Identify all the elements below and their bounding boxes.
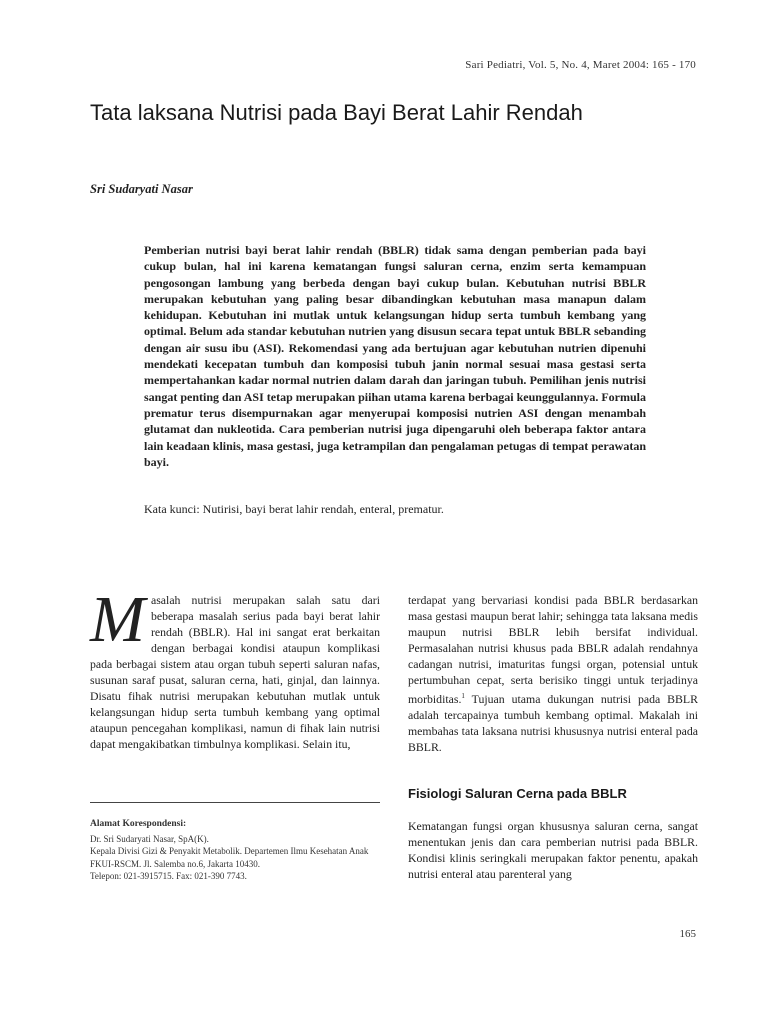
right-column-text-a: terdapat yang bervariasi kondisi pada BBLR berdasarkan masa gestasi maupun berat lahir; sehingga tata laksana medis maupun nutrisi BBLR lebih bersifat individual. Permasalahan nutrisi khusus pada BBLR adalah rendahnya cadangan nutrisi, imaturitas fungsi organ, potensial untuk pertumbuhan cepat, serta berisiko tinggi untuk terjadinya morbiditas.: [408, 593, 698, 706]
correspondence-contact: Telepon: 021-3915715. Fax: 021-390 7743.: [90, 871, 247, 881]
article-author: Sri Sudaryati Nasar: [90, 182, 193, 196]
correspondence-block: [90, 818, 390, 883]
section-heading: Fisiologi Saluran Cerna pada BBLR: [408, 786, 627, 801]
correspondence-address: Kepala Divisi Gizi & Penyakit Metabolik. Departemen Ilmu Kesehatan Anak FKUI-RSCM. Jl. Salemba no.6, Jakarta 10430.: [90, 846, 369, 869]
right-column-paragraph: [408, 592, 698, 755]
section-text: Kematangan fungsi organ khususnya saluran cerna, sangat menentukan jenis dan cara pemberian nutrisi pada BBLR. Kondisi klinis seringkali merupakan faktor penentu, apakah nutrisi enteral atau parenteral yang: [408, 819, 698, 881]
running-head: Sari Pediatri, Vol. 5, No. 4, Maret 2004: 165 - 170: [465, 59, 696, 71]
keywords: Kata kunci: Nutirisi, bayi berat lahir rendah, enteral, prematur.: [144, 502, 444, 516]
citation-superscript: 1: [461, 692, 465, 700]
correspondence-divider: [90, 802, 380, 803]
right-column-text-b: Tujuan utama dukungan nutrisi pada BBLR adalah tercapainya tumbuh kembang optimal. Makalah ini membahas tata laksana nutrisi khususnya nutrisi enteral pada BBLR.: [408, 691, 698, 754]
correspondence-heading: Alamat Korespondensi:: [90, 819, 187, 829]
body-left-column: [90, 583, 380, 752]
article-title: Tata laksana Nutrisi pada Bayi Berat Lahir Rendah: [90, 100, 583, 125]
left-column-text: asalah nutrisi merupakan salah satu dari beberapa masalah serius pada bayi berat lahir rendah (BBLR). Hal ini sangat erat berkaitan dengan berbagai kondisi ataupun komplikasi pada berbagai sistem atau organ tubuh seperti saluran nafas, susunan saraf pusat, saluran cerna, hati, ginjal, dan lainnya. Disatu fihak nutrisi merupakan kebutuhan mutlak untuk kelangsungan hidup serta tumbuh kembang yang optimal ataupun pencegahan komplikasi, namun di fihak lain nutrisi dapat mengakibatkan timbulnya komplikasi. Selain itu,: [90, 593, 380, 751]
page-number: 165: [679, 928, 696, 940]
body-right-column: [408, 592, 698, 755]
correspondence-name: Dr. Sri Sudaryati Nasar, SpA(K).: [90, 833, 209, 844]
drop-cap: M: [90, 583, 145, 656]
abstract: Pemberian nutrisi bayi berat lahir rendah (BBLR) tidak sama dengan pemberian pada bayi cukup bulan, hal ini karena kematangan fungsi saluran cerna, enzim serta kemampuan pengosongan lambung yang berbeda dengan bayi cukup bulan. Kebutuhan nutrisi BBLR merupakan kebutuhan yang paling besar dibandingkan kebutuhan masa manapun dalam kehidupan. Kebutuhan ini mutlak untuk kelangsungan hidup serta tumbuh kembang yang optimal. Belum ada standar kebutuhan nutrien yang disusun secara tepat untuk BBLR sebanding dengan air susu ibu (ASI). Rekomendasi yang ada bertujuan agar kebutuhan nutrien dipenuhi mendekati kecepatan tumbuh dan komposisi tubuh janin normal sesuai masa gestasi serta mempertahankan kadar normal nutrien dalam darah dan jaringan tubuh. Pemilihan jenis nutrisi sangat penting dan ASI tetap merupakan piihan utama karena berbagai keunggulannya. Formula prematur terus disempurnakan agar menyerupai komposisi nutrien ASI dengan menambah glutamat dan nukleotida. Cara pemberian nutrisi juga dipengaruhi oleh beberapa faktor antara lain keadaan klinis, masa gestasi, juga ketrampilan dan pengalaman petugas di tempat perawatan bayi.: [144, 243, 646, 469]
